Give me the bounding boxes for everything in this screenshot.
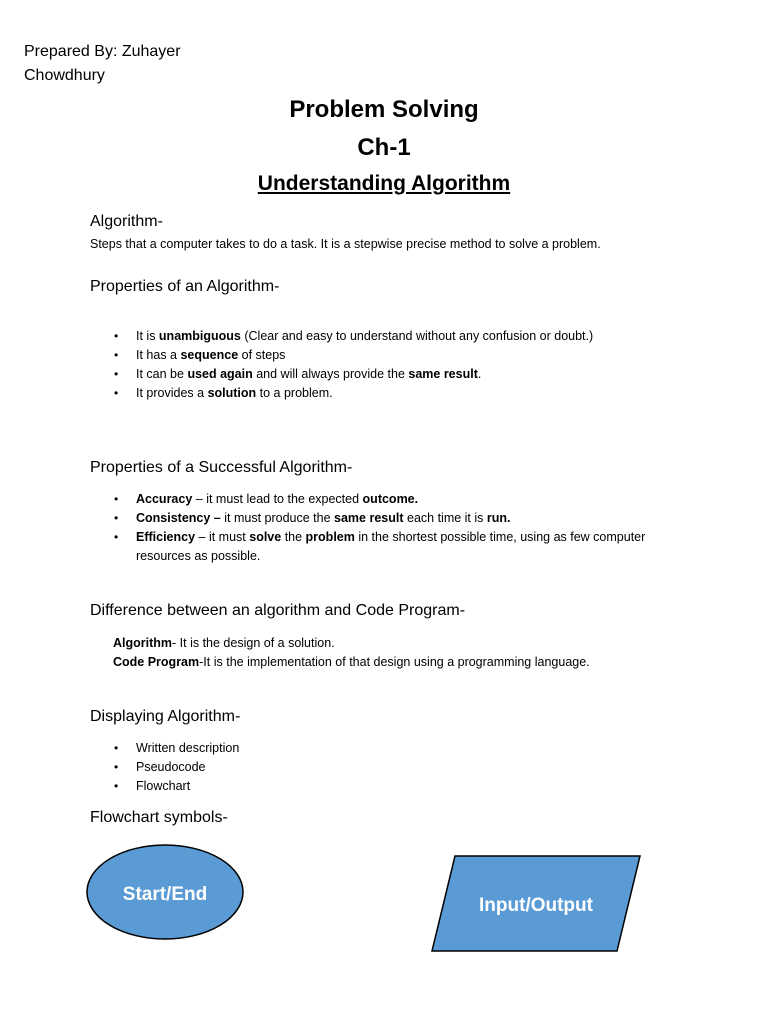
- page-title: Problem Solving: [289, 96, 479, 123]
- algorithm-definition: Steps that a computer takes to do a task. It is a stepwise precise method to solve a problem.: [90, 237, 601, 251]
- section-subtitle: Understanding Algorithm: [257, 172, 511, 195]
- successful-heading: Properties of a Successful Algorithm-: [90, 459, 353, 476]
- list-item: • Efficiency – it must solve the problem in the shortest possible time, using as few computer resources as possible.: [108, 528, 645, 566]
- author-line-1: Prepared By: Zuhayer: [24, 43, 181, 60]
- flowchart-heading: Flowchart symbols-: [90, 809, 228, 826]
- list-item: • Flowchart: [108, 777, 239, 796]
- list-item: • It has a sequence of steps: [108, 346, 593, 365]
- list-item: • Written description: [108, 739, 239, 758]
- flowchart-symbols: [0, 830, 768, 1024]
- start-end-label: Start/End: [122, 884, 208, 905]
- list-item: • It can be used again and will always provide the same result.: [108, 365, 593, 384]
- author-line-2: Chowdhury: [24, 67, 105, 84]
- list-item: • Pseudocode: [108, 758, 239, 777]
- successful-list: [108, 490, 645, 566]
- difference-heading: Difference between an algorithm and Code Program-: [90, 602, 466, 619]
- code-program-definition-line: Code Program-It is the implementation of that design using a programming language.: [113, 655, 590, 669]
- displaying-list: [108, 739, 239, 796]
- properties-list: [108, 327, 593, 403]
- input-output-label: Input/Output: [479, 895, 593, 916]
- difference-definitions: [113, 634, 590, 672]
- chapter-title: Ch-1: [357, 134, 411, 161]
- list-item: • It provides a solution to a problem.: [108, 384, 593, 403]
- displaying-heading: Displaying Algorithm-: [90, 708, 241, 725]
- algorithm-heading: Algorithm-: [90, 213, 163, 230]
- list-item: • Accuracy – it must lead to the expected outcome.: [108, 490, 645, 509]
- algorithm-definition-line: Algorithm- It is the design of a solution.: [113, 636, 335, 650]
- list-item: • Consistency – it must produce the same result each time it is run.: [108, 509, 645, 528]
- properties-heading: Properties of an Algorithm-: [90, 278, 280, 295]
- list-item: • It is unambiguous (Clear and easy to understand without any confusion or doubt.): [108, 327, 593, 346]
- author-block: [24, 40, 181, 88]
